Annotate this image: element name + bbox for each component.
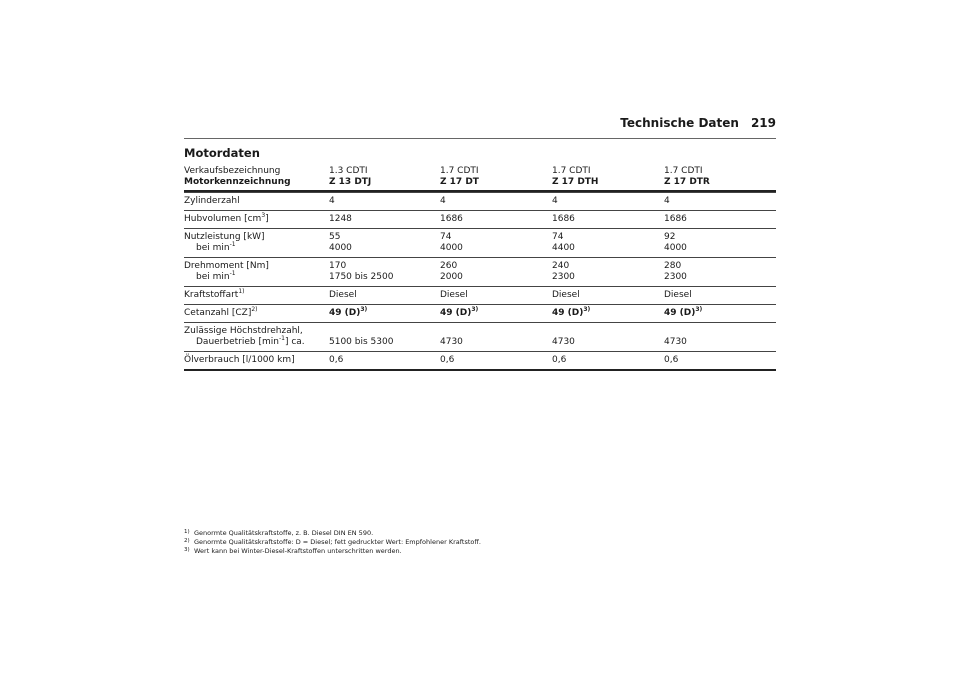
cell-subvalue: 4000 [440,243,463,253]
table-cell [664,261,687,283]
footnote-mark: 3) [184,547,190,553]
cell-value: 49 (D) [552,308,584,318]
table-row [184,351,776,371]
table-cell: 5100 bis 5300 [329,337,394,347]
cell-subvalue: 4400 [552,243,575,253]
table-cell: 4 [552,196,558,206]
footnote [184,546,481,555]
label-engine-code: Motorkennzeichnung [184,177,291,187]
cell-value: 49 (D) [664,308,696,318]
table-cell: 0,6 [440,355,455,365]
footnote-ref: 3) [583,306,591,313]
table-row [184,257,776,286]
footnote-text: Wert kann bei Winter-Diesel-Kraftstoffen unterschritten werden. [194,547,402,555]
label-sub-tail: ] ca. [284,337,305,347]
cell-value: 74 [440,232,452,242]
table-cell [440,261,463,283]
footnote-ref: 3) [360,306,368,313]
label-sub [184,243,265,254]
table-cell: Diesel [329,290,357,300]
footnote-ref: 1) [238,288,245,295]
label-sub [184,272,269,283]
table-cell: Diesel [552,290,580,300]
cell-value: 240 [552,261,570,271]
table-header-row [184,164,776,192]
cell-subvalue: 4000 [329,243,352,253]
label-sub-text: bei min [196,272,230,282]
table-cell: 1686 [552,214,575,224]
table-cell: 1248 [329,214,352,224]
cell-subvalue: 2000 [440,272,463,282]
table-cell: 4 [329,196,335,206]
column-name: 1.7 CDTI [552,166,591,176]
cell-value: 170 [329,261,347,271]
header-rule [184,138,776,139]
table-cell: 4 [664,196,670,206]
column-code: Z 17 DTR [664,177,710,187]
row-label [184,232,265,254]
label-text: Cetanzahl [CZ] [184,308,252,318]
table-cell [552,308,590,319]
table-cell [552,261,575,283]
table-cell: 4730 [440,337,463,347]
row-label [184,308,258,319]
column-code: Z 17 DTH [552,177,599,187]
chapter-title: Technische Daten [620,116,739,130]
footnote-text: Genormte Qualitätskraftstoffe: D = Diesel; fett gedruckter Wert: Empfohlener Kraftstoff. [194,538,481,546]
column-header-2 [440,166,479,188]
table-row [184,228,776,257]
label-sales-name: Verkaufsbezeichnung [184,166,281,176]
table-cell: 1686 [440,214,463,224]
row-label [184,261,269,283]
header-label [184,166,291,188]
row-label [184,290,245,301]
label-superscript: 3 [261,212,266,219]
label-sub [184,337,305,348]
footnote-ref: 3) [695,306,703,313]
table-cell: 4 [440,196,446,206]
label-superscript: -1 [229,270,236,277]
page-header [184,116,776,134]
page-number: 219 [750,116,776,130]
cell-value: 260 [440,261,458,271]
table-row [184,192,776,210]
column-name: 1.7 CDTI [664,166,703,176]
cell-value: 92 [664,232,676,242]
table-cell: 4730 [664,337,687,347]
table-cell [329,232,352,254]
engine-data-table [184,164,776,371]
table-cell: 4730 [552,337,575,347]
label-text: Kraftstoffart [184,290,239,300]
cell-subvalue: 4000 [664,243,687,253]
cell-value: 49 (D) [329,308,361,318]
label-sub-text: Dauerbetrieb [min [196,337,279,347]
cell-subvalue: 2300 [664,272,687,282]
label-text: Hubvolumen [cm [184,214,262,224]
footnote-ref: 3) [471,306,479,313]
column-header-3 [552,166,598,188]
row-label [184,326,305,348]
table-row [184,322,776,351]
column-code: Z 13 DTJ [329,177,372,187]
table-cell [552,232,575,254]
cell-subvalue: 1750 bis 2500 [329,272,394,282]
cell-value: 74 [552,232,564,242]
row-label: Ölverbrauch [l/1000 km] [184,355,295,365]
table-cell [664,232,687,254]
table-cell [440,308,478,319]
footnote [184,528,481,537]
cell-subvalue: 2300 [552,272,575,282]
table-cell: Diesel [664,290,692,300]
footnote-ref: 2) [251,306,258,313]
section-title: Motordaten [184,146,260,160]
column-header-4 [664,166,710,188]
footnote-mark: 1) [184,529,190,535]
column-code: Z 17 DT [440,177,479,187]
table-row [184,304,776,322]
row-label [184,214,269,225]
footnote-mark: 2) [184,538,190,544]
label-text: Zulässige Höchstdrehzahl, [184,326,303,336]
table-cell [329,261,393,283]
label-sub-text: bei min [196,243,230,253]
cell-value: 55 [329,232,341,242]
label-superscript: -1 [278,335,285,342]
cell-value: 280 [664,261,682,271]
column-name: 1.3 CDTI [329,166,368,176]
column-name: 1.7 CDTI [440,166,479,176]
table-cell: 1686 [664,214,687,224]
label-superscript: -1 [229,241,236,248]
cell-value: 49 (D) [440,308,472,318]
label-text: Nutzleistung [kW] [184,232,265,242]
table-cell [329,308,367,319]
row-label: Zylinderzahl [184,196,240,206]
label-text: Drehmoment [Nm] [184,261,269,271]
table-cell: 0,6 [664,355,679,365]
footnote [184,537,481,546]
table-cell: 0,6 [552,355,567,365]
table-cell [440,232,463,254]
footnotes [184,528,481,555]
footnote-text: Genormte Qualitätskraftstoffe, z. B. Diesel DIN EN 590. [194,529,374,537]
table-cell [664,308,702,319]
column-header-1 [329,166,371,188]
table-cell: Diesel [440,290,468,300]
table-row [184,210,776,228]
table-row [184,286,776,304]
table-cell: 0,6 [329,355,344,365]
label-text-tail: ] [265,214,269,224]
